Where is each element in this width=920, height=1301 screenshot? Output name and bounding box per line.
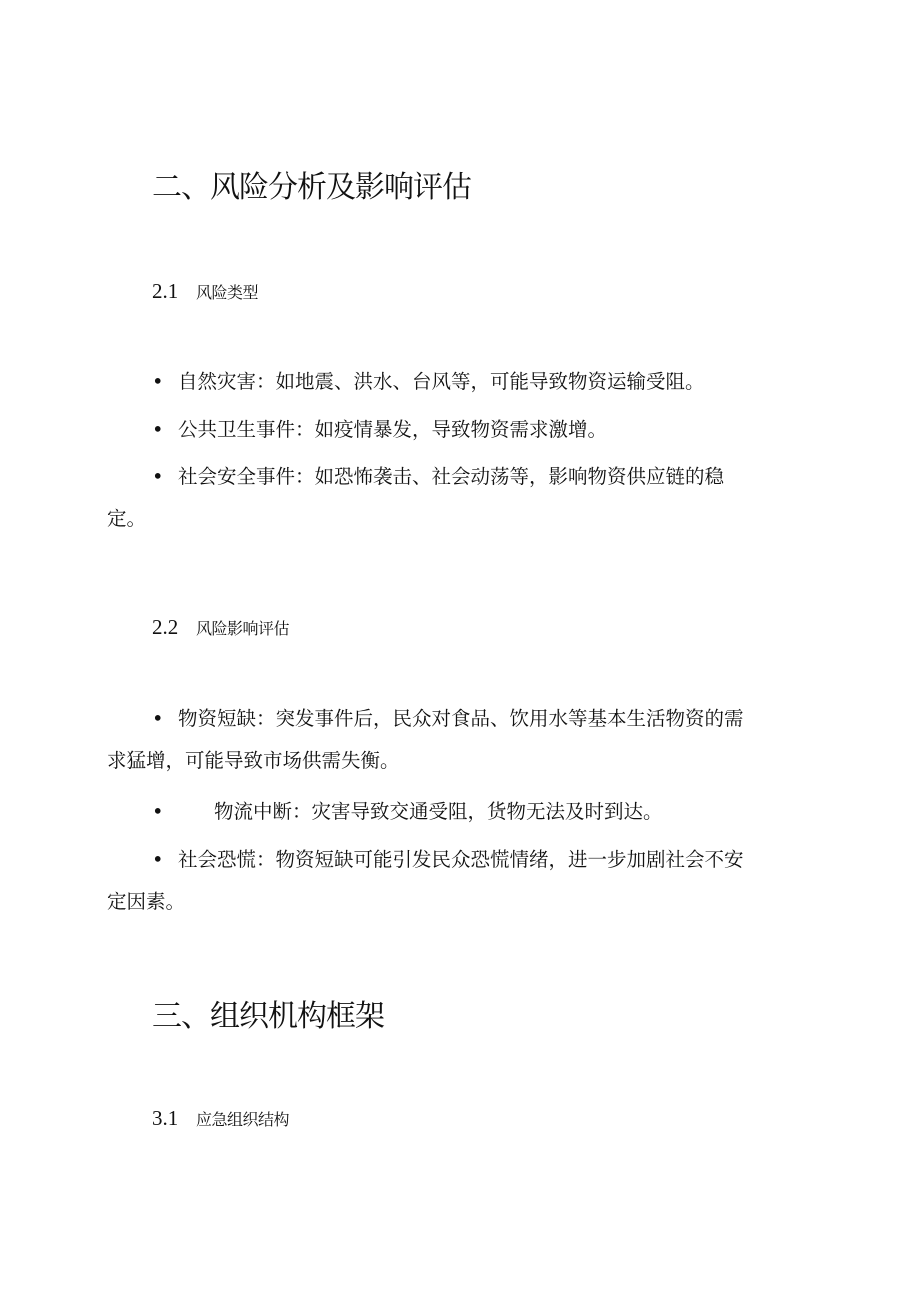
list-item bbox=[107, 839, 807, 923]
subsection-number: 2.1 bbox=[152, 279, 179, 303]
list-item-line bbox=[107, 791, 807, 833]
list-item-text: 社会安全事件：如恐怖袭击、社会动荡等，影响物资供应链的稳 bbox=[178, 465, 725, 488]
list-item-line bbox=[107, 361, 807, 403]
subsection-number: 3.1 bbox=[152, 1106, 179, 1130]
list-item-line bbox=[107, 409, 807, 451]
subsection-3-1-heading bbox=[152, 1103, 289, 1133]
bullet-icon: • bbox=[152, 707, 164, 730]
list-item bbox=[107, 409, 807, 451]
bullet-icon: • bbox=[152, 370, 164, 393]
bullet-icon: • bbox=[152, 418, 164, 441]
list-item bbox=[107, 361, 807, 403]
subsection-2-1-heading bbox=[152, 276, 258, 306]
subsection-title: 风险类型 bbox=[196, 283, 259, 302]
subsection-title: 风险影响评估 bbox=[196, 619, 290, 638]
list-item-line: 定因素。 bbox=[107, 890, 186, 913]
bullet-icon: • bbox=[152, 465, 164, 488]
section-3-heading: 三、组织机构框架 bbox=[152, 999, 384, 1034]
list-item-line: 求猛增，可能导致市场供需失衡。 bbox=[107, 749, 400, 772]
list-item-text: 物资短缺：突发事件后，民众对食品、饮用水等基本生活物资的需 bbox=[178, 707, 744, 730]
list-item bbox=[107, 456, 807, 540]
subsection-number: 2.2 bbox=[152, 615, 179, 639]
list-item-line bbox=[107, 456, 807, 498]
list-item-line bbox=[107, 698, 807, 740]
bullet-icon: • bbox=[152, 800, 164, 823]
list-item-text: 自然灾害：如地震、洪水、台风等，可能导致物资运输受阻。 bbox=[178, 370, 705, 393]
bullet-icon: • bbox=[152, 848, 164, 871]
section-2-heading: 二、风险分析及影响评估 bbox=[152, 170, 471, 205]
list-item-text: 公共卫生事件：如疫情暴发，导致物资需求激增。 bbox=[178, 418, 608, 441]
list-item-text: 社会恐慌：物资短缺可能引发民众恐慌情绪，进一步加剧社会不安 bbox=[178, 848, 744, 871]
list-item bbox=[107, 791, 807, 833]
subsection-title: 应急组织结构 bbox=[196, 1110, 290, 1129]
list-item-line: 定。 bbox=[107, 507, 147, 530]
subsection-2-2-heading bbox=[152, 612, 289, 642]
list-item-line bbox=[107, 839, 807, 881]
list-item bbox=[107, 698, 807, 782]
list-item-text: 物流中断：灾害导致交通受阻，货物无法及时到达。 bbox=[214, 800, 663, 823]
